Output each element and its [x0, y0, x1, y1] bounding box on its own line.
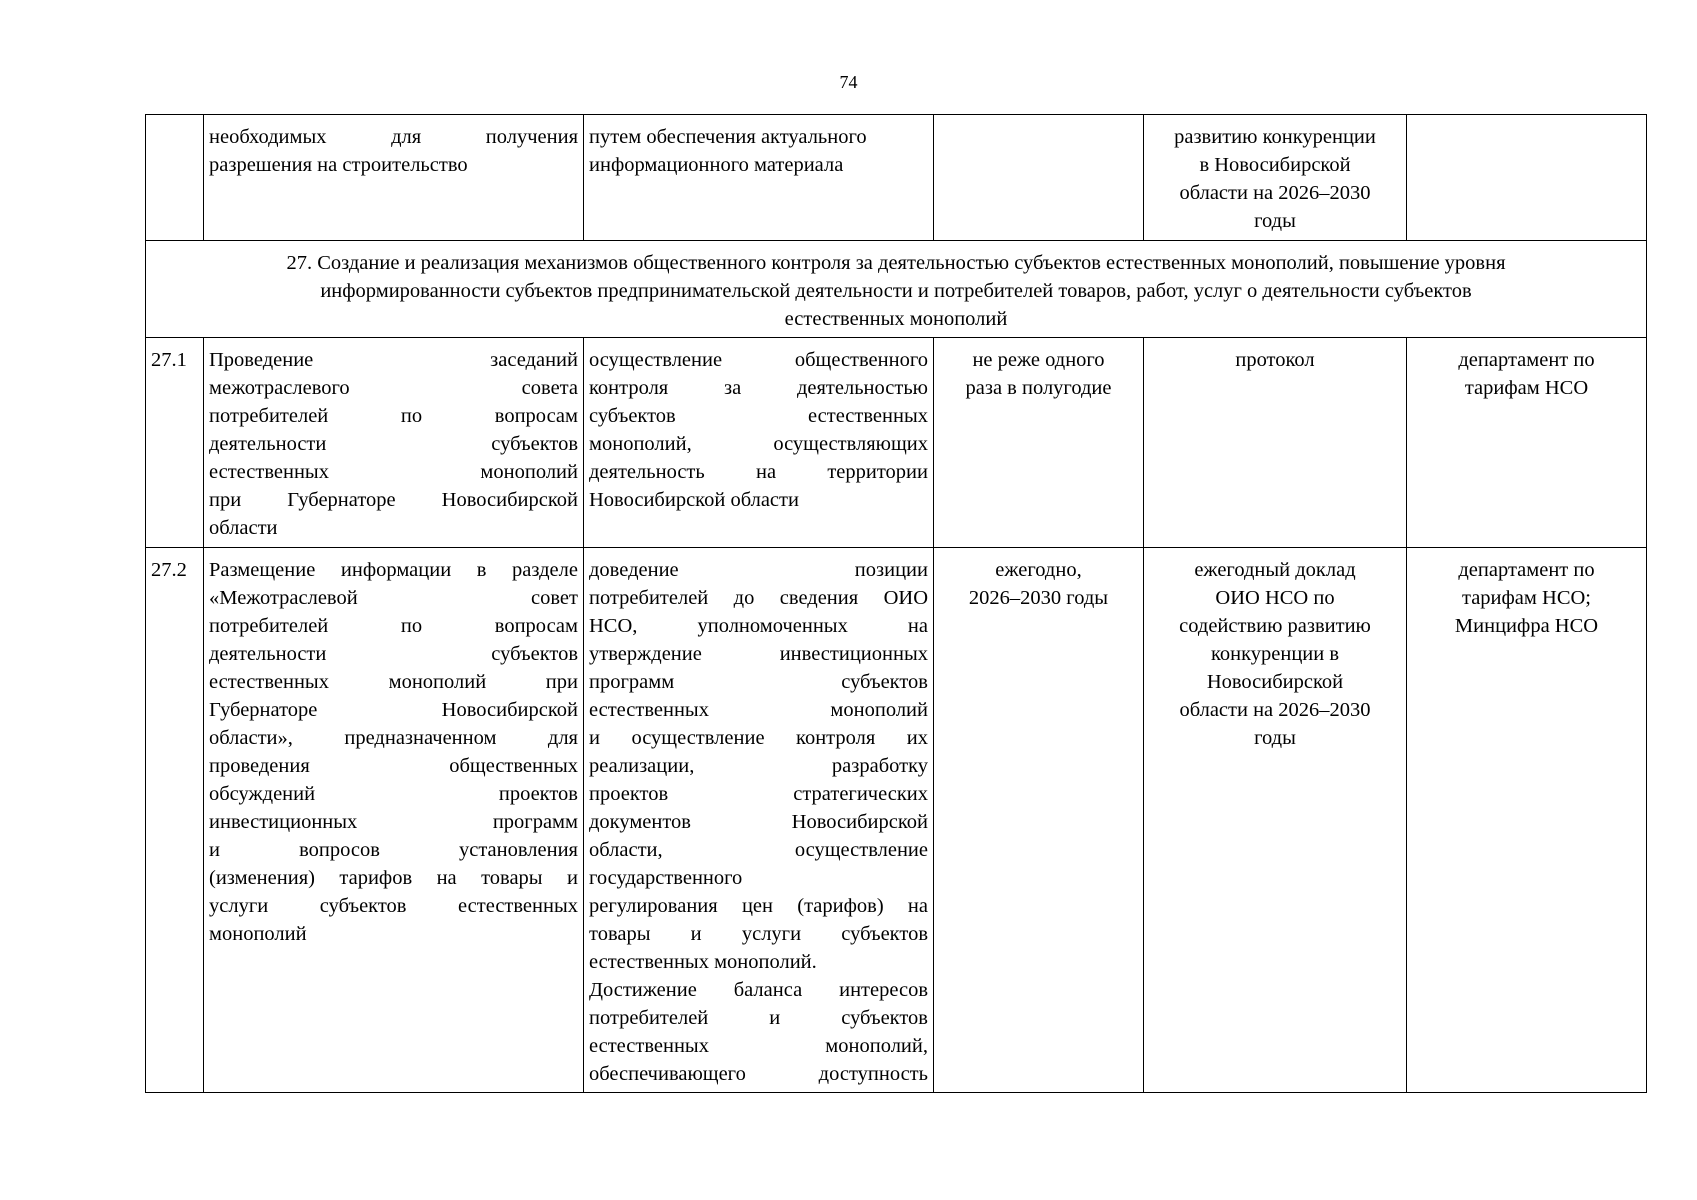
row-number: 27.2	[146, 548, 204, 1093]
text-line: при Губернаторе Новосибирской	[209, 489, 578, 511]
text-line: протокол	[1235, 349, 1315, 371]
text-line: потребителей до сведения ОИО	[589, 587, 928, 609]
text-line: естественных монополий при	[209, 671, 578, 693]
text-line: не реже одного	[972, 349, 1105, 371]
text-line: документов Новосибирской	[589, 811, 928, 833]
text-line: области на 2026–2030	[1179, 182, 1371, 204]
text-line: естественных монополий,	[589, 1035, 928, 1057]
text-line: необходимых для получения	[209, 126, 578, 148]
document-cell	[1144, 115, 1407, 241]
text-line: ежегодно,	[995, 559, 1082, 581]
text-line: осуществление общественного	[589, 349, 928, 371]
text-line: естественных монополий.	[589, 951, 817, 973]
text-line: инвестиционных программ	[209, 811, 578, 833]
text-line: в Новосибирской	[1199, 154, 1351, 176]
text-line: проектов стратегических	[589, 783, 928, 805]
page-number: 74	[839, 72, 858, 92]
deadline-cell	[934, 338, 1144, 548]
table-row-continuation	[146, 115, 1647, 241]
text-line: департамент по	[1458, 559, 1595, 581]
text-line: годы	[1254, 210, 1296, 232]
text-line: проведения общественных	[209, 755, 578, 777]
text-line: НСО, уполномоченных на	[589, 615, 928, 637]
text-line: годы	[1254, 727, 1296, 749]
text-line: Новосибирской области	[589, 489, 799, 511]
text-line: развитию конкуренции	[1174, 126, 1376, 148]
text-line: потребителей по вопросам	[209, 615, 578, 637]
text-line: и осуществление контроля их	[589, 727, 928, 749]
text-line: государственного	[589, 867, 743, 889]
text-line: деятельность на территории	[589, 461, 928, 483]
deadline-cell	[934, 115, 1144, 241]
text-line: области, осуществление	[589, 839, 928, 861]
text-line: контроля за деятельностью	[589, 377, 928, 399]
measures-table	[145, 114, 1647, 1093]
text-line: Достижение баланса интересов	[589, 979, 928, 1001]
event-cell	[204, 338, 584, 548]
text-line: информационного материала	[589, 154, 844, 176]
text-line: ежегодный доклад	[1194, 559, 1356, 581]
text-line: и вопросов установления	[209, 839, 578, 861]
responsible-cell	[1407, 338, 1647, 548]
text-line: межотраслевого совета	[209, 377, 578, 399]
text-line: содействию развитию	[1179, 615, 1371, 637]
text-line: обеспечивающего доступность	[589, 1063, 928, 1085]
text-line: деятельности субъектов	[209, 433, 578, 455]
text-line: утверждение инвестиционных	[589, 643, 928, 665]
text-line: услуги субъектов естественных	[209, 895, 578, 917]
row-number	[146, 115, 204, 241]
text-line: обсуждений проектов	[209, 783, 578, 805]
text-line: 2026–2030 годы	[968, 587, 1109, 609]
text-line: области на 2026–2030	[1179, 699, 1371, 721]
text-line: потребителей и субъектов	[589, 1007, 928, 1029]
text-line: тарифам НСО	[1464, 377, 1589, 399]
table-row-27-2	[146, 548, 1647, 1093]
text-line: ОИО НСО по	[1215, 587, 1335, 609]
section-heading-line: 27. Создание и реализация механизмов общественного контроля за деятельностью субъектов естественных монополий, повышение уровня	[286, 252, 1506, 274]
text-line: товары и услуги субъектов	[589, 923, 928, 945]
text-line: регулирования цен (тарифов) на	[589, 895, 928, 917]
event-cell	[204, 548, 584, 1093]
document-cell	[1144, 548, 1407, 1093]
text-line: Размещение информации в разделе	[209, 559, 578, 581]
text-line: субъектов естественных	[589, 405, 928, 427]
responsible-cell	[1407, 548, 1647, 1093]
text-line: Новосибирской	[1206, 671, 1344, 693]
text-line: реализации, разработку	[589, 755, 928, 777]
responsible-cell	[1407, 115, 1647, 241]
text-line: конкуренции в	[1210, 643, 1340, 665]
text-line: программ субъектов	[589, 671, 928, 693]
section-heading-line: естественных монополий	[784, 308, 1008, 330]
section-heading	[146, 241, 1647, 338]
text-line: разрешения на строительство	[209, 154, 468, 176]
text-line: «Межотраслевой совет	[209, 587, 578, 609]
text-line: монополий, осуществляющих	[589, 433, 928, 455]
text-line: путем обеспечения актуального	[589, 126, 867, 148]
text-line: естественных монополий	[589, 699, 928, 721]
text-line: монополий	[209, 923, 307, 945]
text-line: потребителей по вопросам	[209, 405, 578, 427]
table-row-27-1	[146, 338, 1647, 548]
text-line: Минцифра НСО	[1454, 615, 1599, 637]
section-heading-line: информированности субъектов предпринимательской деятельности и потребителей товаров, работ, услуг о деятельности субъектов	[320, 280, 1472, 302]
text-line: Проведение заседаний	[209, 349, 578, 371]
result-cell	[584, 338, 934, 548]
text-line: раза в полугодие	[965, 377, 1112, 399]
text-line: естественных монополий	[209, 461, 578, 483]
text-line: области», предназначенном для	[209, 727, 578, 749]
row-number: 27.1	[146, 338, 204, 548]
text-line: доведение позиции	[589, 559, 928, 581]
text-line: тарифам НСО;	[1462, 587, 1591, 609]
result-cell	[584, 548, 934, 1093]
event-cell	[204, 115, 584, 241]
text-line: области	[209, 517, 278, 539]
text-line: департамент по	[1458, 349, 1595, 371]
section-heading-row	[146, 241, 1647, 338]
deadline-cell	[934, 548, 1144, 1093]
document-cell	[1144, 338, 1407, 548]
text-line: Губернаторе Новосибирской	[209, 699, 578, 721]
text-line: деятельности субъектов	[209, 643, 578, 665]
result-cell	[584, 115, 934, 241]
text-line: (изменения) тарифов на товары и	[209, 867, 578, 889]
